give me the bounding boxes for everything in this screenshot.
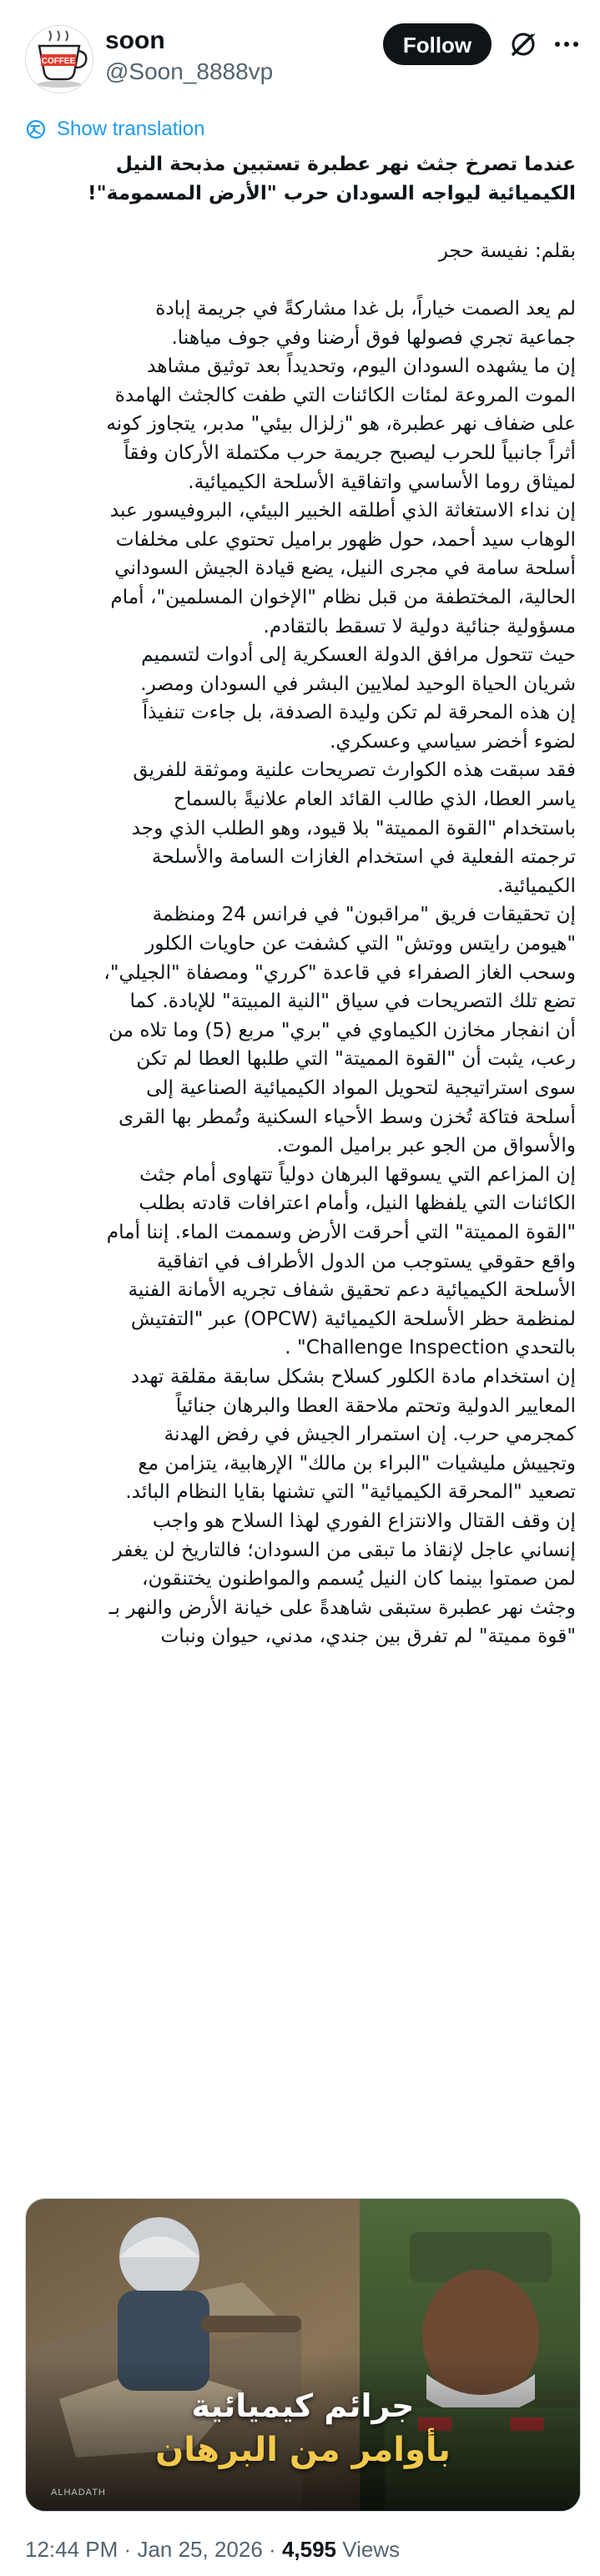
show-translation-label[interactable]: Show translation (57, 118, 205, 140)
post-text-line: ياسر العطا، الذي طالب القائد العام علانيةً بالسماح (173, 788, 576, 811)
media-watermark: ALHADATH (51, 2488, 106, 2498)
post-text-line: تصعيد "المحرقة الكيميائية" التي تشنها بقايا النظام البائد. (125, 1480, 576, 1504)
media-caption-line2: بأوامر من البرهان (155, 2431, 451, 2469)
post-text-line: فقد سبقت هذه الكوارث تصريحات علنية وموثقة للفريق (133, 759, 576, 782)
views-count[interactable]: 4,595 (281, 2537, 337, 2562)
post-text-line: "قوة مميتة" لم تفرق بين جندي، مدني، حيوان ونبات (160, 1625, 576, 1648)
post-blank-line (25, 265, 576, 295)
post-text-line: الأسلحة الكيميائية دعم تحقيق شفاف تجريه الأمانة الفنية (128, 1278, 576, 1302)
post-text-line: أسلحة سامة في مجرى النيل، يضع قيادة الجيش السوداني (114, 557, 576, 580)
author-display-name[interactable]: soon (105, 27, 165, 54)
post-text-line: إن نداء الاستغاثة الذي أطلقه الخبير البيئي، البروفيسور عبد (109, 499, 576, 522)
post-text-line: كمجرمي حرب. إن استمرار الجيش في رفض الهدنة (164, 1423, 576, 1446)
post-time[interactable]: 12:44 PM (25, 2537, 118, 2562)
media-caption-line1: جرائم كيميائية (191, 2387, 415, 2424)
post-text-line: والأسواق من الجو عبر براميل الموت. (276, 1134, 576, 1157)
post-text-line: إن المزاعم التي يسوقها البرهان دولياً تتهاوى أمام جثث (139, 1162, 576, 1186)
post-text-line: الوهاب سيد أحمد، حول ظهور براميل تحتوي على مخلفات (115, 527, 576, 551)
post-text-line: تضع تلك التصريحات في سياق "النية المبيتة" للإبادة. كما (129, 990, 576, 1013)
translate-icon (25, 118, 47, 140)
post-text-line: أثراً جانبياً للحرب ليصبح جريمة حرب مكتملة الأركان وفقاً (124, 441, 576, 464)
post-text-line: رعب، يثبت أن "القوة المميتة" التي طلبها العطا لم تكن (136, 1047, 576, 1071)
post-header (0, 0, 600, 117)
post-text-line: أسلحة فتاكة تُخزن وسط الأحياء السكنية وتُمطر بها القرى (118, 1105, 576, 1128)
post-text-line: ترجمته الفعلية في استخدام الغازات السامة والأسلحة (151, 845, 576, 869)
post-media-image[interactable] (25, 2198, 581, 2512)
post-text-line: شريان الحياة الوحيد لملايين البشر في السودان ومصر. (140, 672, 576, 695)
post-text-line: مسؤولية جنائية دولية لا تسقط بالتقادم. (263, 614, 576, 638)
post-text-line: "هيومن رايتس ووتش" التي كشفت عن حاويات الكلور (145, 932, 576, 955)
post-text-line: جماعية تجري فصولها فوق أرضنا وفي جوف مياهنا. (171, 325, 576, 349)
post-text-line: وجثث نهر عطبرة ستبقى شاهدةً على خيانة الأرض والنهر بـ (108, 1596, 576, 1619)
post-text-line: سوى استراتيجية لتحويل المواد الكيميائية الصناعية إلى (146, 1076, 576, 1099)
post-text-line: إن استخدام مادة الكلور كسلاح بشكل سابقة مقلقة تهدد (130, 1364, 576, 1388)
post-meta (25, 2535, 400, 2563)
avatar[interactable] (25, 25, 93, 93)
post-date[interactable]: Jan 25, 2026 (137, 2537, 263, 2562)
post-text-line: إنساني عاجل لإنقاذ ما تبقى من السودان؛ فالتاريخ لن يغفر (113, 1538, 576, 1561)
post-text-line: لضوء أخضر سياسي وعسكري. (330, 729, 576, 753)
post-text-line: أن انفجار مخازن الكيماوي في "بري" مربع (5) وما تلاه من (108, 1018, 576, 1041)
post-text-line: الكائنات التي يلفظها النيل، وأمام اعترافات قادته بطلب (139, 1192, 576, 1215)
coffee-cup-logo-icon (26, 26, 93, 93)
post-text-line: إن تحقيقات فريق "مراقبون" في فرانس 24 ومنظمة (152, 903, 576, 926)
avatar-logo-text: COFFEE (41, 57, 76, 66)
more-dots-icon[interactable] (551, 28, 582, 60)
post-text-line: عندما تصرخ جثث نهر عطبرة تستبين مذبحة النيل (115, 153, 576, 175)
post-text-line: لم يعد الصمت خياراً، بل غدا مشاركةً في جريمة إبادة (155, 296, 576, 320)
post-text-line: وتجييش مليشيات "البراء بن مالك" الإرهابية، يتزامن مع (138, 1451, 576, 1475)
post-blank-line (25, 208, 576, 237)
post-text-line: واقع حقوقي يستوجب من الدول الأطراف في اتفاقية (156, 1249, 576, 1273)
post-text-line: "القوة المميتة" التي أحرقت الأرض وسممت الماء. إننا أمام (106, 1220, 576, 1243)
post-text (25, 150, 576, 1651)
post-text-line: لميثاق روما الأساسي واتفاقية الأسلحة الكيميائية. (188, 470, 576, 493)
meta-separator: · (124, 2537, 132, 2562)
post-text-line: إن ما يشهده السودان اليوم، وتحديداً بعد توثيق مشاهد (147, 355, 576, 378)
post-text-line: إن هذه المحرقة لم تكن وليدة الصدفة، بل جاءت تنفيذاً (142, 701, 576, 724)
grok-slash-icon[interactable] (507, 28, 539, 60)
post-text-line: بالتحدي Challenge Inspection" . (285, 1336, 576, 1359)
post-text-line: لمن صمتوا بينما كان النيل يُسمم والمواطنون يختنقون، (142, 1567, 576, 1590)
author-handle[interactable]: @Soon_8888vp (105, 58, 274, 84)
post-text-line: وسحب الغاز الصفراء في قاعدة "كرري" ومصفاة "الجيلي"، (103, 960, 576, 984)
post-text-line: حيث تتحول مرافق الدولة العسكرية إلى أدوات لتسميم (141, 643, 576, 667)
post-text-line: الكيميائية ليواجه السودان حرب "الأرض المسمومة"! (88, 181, 576, 204)
show-translation-link[interactable] (25, 115, 204, 144)
meta-separator-2: · (269, 2537, 276, 2562)
post-text-line: الحالية، المختطفة من قبل نظام "الإخوان المسلمين"، أمام (110, 585, 576, 608)
views-label: Views (342, 2537, 401, 2562)
post-text-line: لمنظمة حظر الأسلحة الكيميائية (OPCW) عبر "التفتيش (130, 1307, 576, 1330)
author-block (105, 25, 355, 87)
post-text-line: الكيميائية. (497, 874, 576, 897)
follow-button[interactable]: Follow (383, 23, 492, 65)
post-text-line: المعايير الدولية وتحتم ملاحقة العطا والبرهان جنائياً (175, 1394, 576, 1417)
post-text-line: باستخدام "القوة المميتة" بلا قيود، وهو الطلب الذي وجد (131, 816, 576, 839)
post-text-line: على ضفاف نهر عطبرة، هو "زلزال بيئي" مدبر، يتجاوز كونه (106, 412, 576, 436)
post-text-line: بقلم: نفيسة حجر (438, 239, 576, 262)
post-text-line: الموت المروعة لمئات الكائنات التي طفت كالجثث الهامدة (114, 383, 576, 406)
post-text-line: إن وقف القتال والانتزاع الفوري لهذا السلاح هو واجب (152, 1509, 576, 1532)
